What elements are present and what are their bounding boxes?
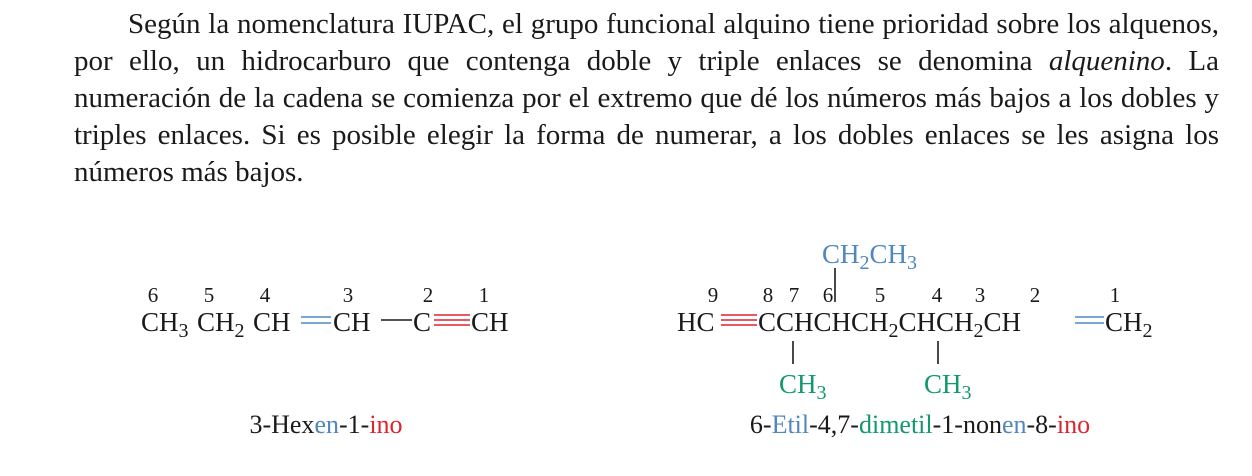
paragraph-emphasis: alquenino (1048, 45, 1165, 77)
left-carbon-number: 2 (422, 283, 434, 307)
left-carbon-number: 1 (478, 283, 490, 307)
right-formula-ch2-end: $CH_2$ (1105, 307, 1153, 342)
right-formula-chain: $CCHCHCH_2CHCH_2CH$ (758, 307, 1022, 342)
left-formula-ch3: $CH_3$ (141, 307, 189, 342)
left-carbon-number: 4 (259, 283, 271, 307)
right-carbon-number: 7 (788, 283, 800, 307)
left-formula-c: C (413, 307, 432, 337)
left-formula-ch-end: CH (471, 307, 509, 337)
left-formula-ch: CH (333, 307, 371, 337)
left-carbon-number: 3 (342, 283, 354, 307)
left-molecule (141, 283, 509, 439)
right-carbon-number: 8 (762, 283, 774, 307)
right-carbon-number: 2 (1029, 283, 1041, 307)
right-carbon-number: 5 (874, 283, 886, 307)
methyl-branch-2: $CH_3$ (924, 369, 972, 404)
paragraph-text-part2: . La numeración de la cadena se comienza por el extremo que dé los números más bajos a los dobles y triples enlaces. Si es posible elegir la forma de numerar, a los dobles enlaces se les asigna los números más bajos. (74, 45, 1219, 188)
paragraph-text-part1: Según la nomenclatura IUPAC, el grupo funcional alquino tiene prioridad sobre los alquenos, por ello, un hidrocarburo que contenga doble y triple enlaces se denomina (74, 8, 1219, 77)
right-carbon-number: 6 (822, 283, 834, 307)
right-molecule (677, 239, 1153, 439)
left-formula-ch: CH (253, 307, 291, 337)
left-carbon-number: 6 (147, 283, 159, 307)
right-formula-hc: HC (677, 307, 715, 337)
right-carbon-number: 4 (931, 283, 943, 307)
right-carbon-number: 1 (1109, 283, 1121, 307)
ethyl-branch: $CH_2CH_3$ (822, 239, 918, 274)
right-compound-name: 6-Etil-4,7-dimetil-1-nonen-8-ino (749, 410, 1091, 439)
right-carbon-number: 3 (974, 283, 986, 307)
left-carbon-number: 5 (203, 283, 215, 307)
left-compound-name: 3-Hexen-1-ino (249, 410, 403, 439)
left-formula-ch2: $CH_2$ (197, 307, 245, 342)
right-carbon-number: 9 (707, 283, 719, 307)
methyl-branch-1: $CH_3$ (779, 369, 827, 404)
